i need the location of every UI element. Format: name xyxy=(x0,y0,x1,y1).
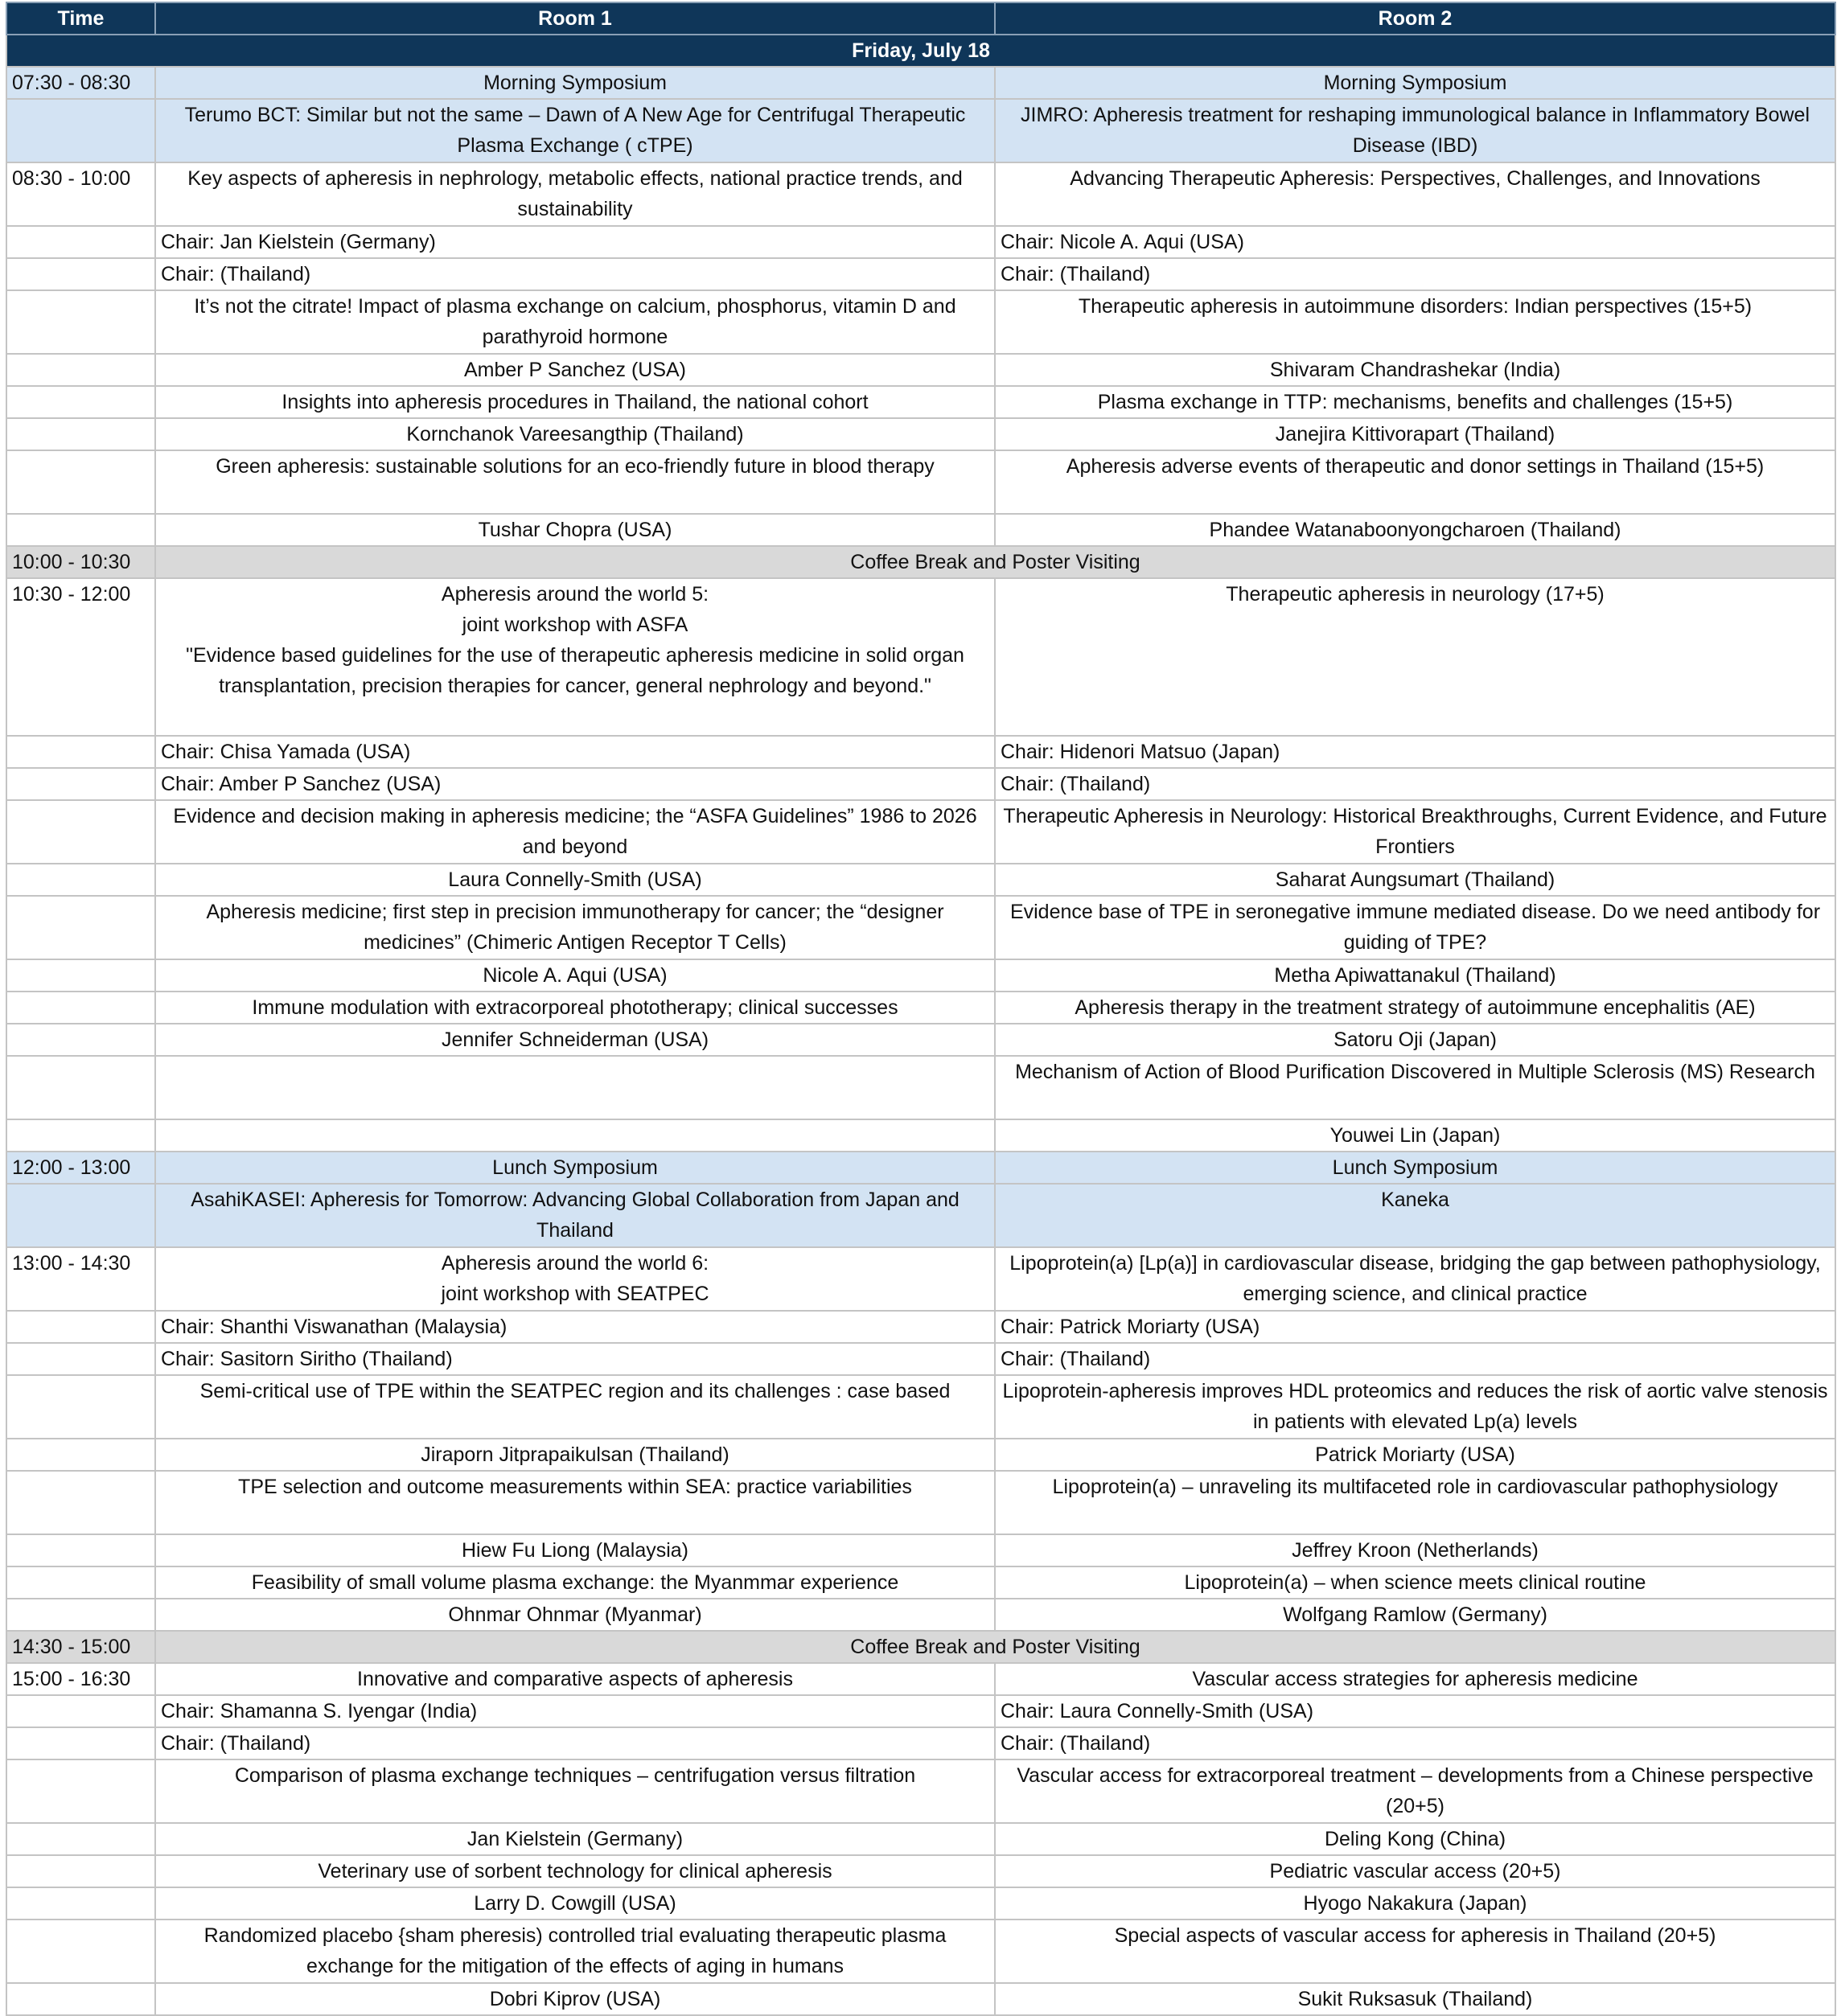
time-cell xyxy=(6,1823,155,1855)
room2-cell: Lipoprotein(a) – when science meets clinical routine xyxy=(995,1566,1835,1599)
schedule-row xyxy=(6,258,1835,290)
room2-cell: Saharat Aungsumart (Thailand) xyxy=(995,864,1835,896)
time-cell xyxy=(6,514,155,546)
break-row xyxy=(6,546,1835,578)
schedule-row xyxy=(6,1152,1835,1184)
schedule-row xyxy=(6,1119,1835,1152)
time-cell xyxy=(6,1024,155,1056)
schedule-row xyxy=(6,1727,1835,1759)
room2-cell: Apheresis therapy in the treatment strategy of autoimmune encephalitis (AE) xyxy=(995,992,1835,1024)
schedule-row xyxy=(6,1184,1835,1247)
room2-cell: Chair: Patrick Moriarty (USA) xyxy=(995,1311,1835,1343)
room1-cell: Key aspects of apheresis in nephrology, metabolic effects, national practice trends, and sustainability xyxy=(155,162,995,226)
room2-cell: Therapeutic Apheresis in Neurology: Historical Breakthroughs, Current Evidence, and Future Frontiers xyxy=(995,800,1835,864)
time-cell xyxy=(6,1439,155,1471)
schedule-row xyxy=(6,162,1835,226)
room1-cell: Dobri Kiprov (USA) xyxy=(155,1983,995,2015)
room2-cell: Wolfgang Ramlow (Germany) xyxy=(995,1599,1835,1631)
room1-line: joint workshop with SEATPEC xyxy=(441,1283,709,1305)
room1-column-header: Room 1 xyxy=(155,2,995,35)
schedule-row xyxy=(6,514,1835,546)
room2-cell: Lipoprotein(a) [Lp(a)] in cardiovascular disease, bridging the gap between pathophysiology, emerging science, and clinical practice xyxy=(995,1247,1835,1311)
schedule-row xyxy=(6,99,1835,162)
room1-cell: Chair: Jan Kielstein (Germany) xyxy=(155,226,995,258)
time-cell xyxy=(6,768,155,800)
room1-cell: Chair: Chisa Yamada (USA) xyxy=(155,736,995,768)
schedule-row xyxy=(6,1983,1835,2015)
room2-cell: Janejira Kittivorapart (Thailand) xyxy=(995,418,1835,450)
room2-cell: Chair: (Thailand) xyxy=(995,258,1835,290)
room1-cell: Jiraporn Jitprapaikulsan (Thailand) xyxy=(155,1439,995,1471)
schedule-row xyxy=(6,1024,1835,1056)
time-cell xyxy=(6,1471,155,1534)
time-cell xyxy=(6,226,155,258)
room1-cell: Morning Symposium xyxy=(155,67,995,99)
time-cell xyxy=(6,290,155,354)
schedule-row xyxy=(6,1887,1835,1920)
room2-cell: Kaneka xyxy=(995,1184,1835,1247)
schedule-row xyxy=(6,1855,1835,1887)
room2-cell: Apheresis adverse events of therapeutic and donor settings in Thailand (15+5) xyxy=(995,450,1835,514)
time-cell xyxy=(6,99,155,162)
time-cell xyxy=(6,896,155,959)
room2-cell: Pediatric vascular access (20+5) xyxy=(995,1855,1835,1887)
room1-cell: It’s not the citrate! Impact of plasma exchange on calcium, phosphorus, vitamin D and parathyroid hormone xyxy=(155,290,995,354)
time-cell xyxy=(6,800,155,864)
schedule-row xyxy=(6,800,1835,864)
room2-cell: Therapeutic apheresis in autoimmune disorders: Indian perspectives (15+5) xyxy=(995,290,1835,354)
time-cell xyxy=(6,864,155,896)
room2-cell: Sukit Ruksasuk (Thailand) xyxy=(995,1983,1835,2015)
room2-cell: Satoru Oji (Japan) xyxy=(995,1024,1835,1056)
room2-cell: Lipoprotein-apheresis improves HDL proteomics and reduces the risk of aortic valve stenosis in patients with elevated Lp(a) levels xyxy=(995,1375,1835,1439)
room1-cell: Apheresis medicine; first step in precision immunotherapy for cancer; the “designer medicines” (Chimeric Antigen Receptor T Cells) xyxy=(155,896,995,959)
schedule-row xyxy=(6,1343,1835,1375)
room2-cell: Chair: Hidenori Matsuo (Japan) xyxy=(995,736,1835,768)
room1-cell: Chair: Shamanna S. Iyengar (India) xyxy=(155,1695,995,1727)
time-cell: 12:00 - 13:00 xyxy=(6,1152,155,1184)
room1-cell: Immune modulation with extracorporeal phototherapy; clinical successes xyxy=(155,992,995,1024)
time-cell xyxy=(6,1534,155,1566)
time-column-header: Time xyxy=(6,2,155,35)
room1-cell: Semi-critical use of TPE within the SEATPEC region and its challenges : case based xyxy=(155,1375,995,1439)
schedule-row xyxy=(6,1566,1835,1599)
room1-line: Apheresis around the world 5: xyxy=(441,583,709,606)
day-heading: Friday, July 18 xyxy=(6,35,1835,67)
schedule-row xyxy=(6,1823,1835,1855)
schedule-row xyxy=(6,864,1835,896)
time-cell xyxy=(6,992,155,1024)
room2-cell: Vascular access for extracorporeal treatment – developments from a Chinese perspective (20+5) xyxy=(995,1759,1835,1823)
schedule-row xyxy=(6,1471,1835,1534)
room2-cell: Chair: (Thailand) xyxy=(995,1343,1835,1375)
room1-cell: Insights into apheresis procedures in Thailand, the national cohort xyxy=(155,386,995,418)
schedule-row xyxy=(6,1759,1835,1823)
room1-line: joint workshop with ASFA xyxy=(462,614,688,636)
time-cell xyxy=(6,450,155,514)
schedule-row xyxy=(6,67,1835,99)
room1-cell xyxy=(155,1119,995,1152)
time-cell xyxy=(6,1855,155,1887)
time-cell: 14:30 - 15:00 xyxy=(6,1631,155,1663)
room1-cell: Jennifer Schneiderman (USA) xyxy=(155,1024,995,1056)
schedule-row xyxy=(6,896,1835,959)
room1-cell: AsahiKASEI: Apheresis for Tomorrow: Advancing Global Collaboration from Japan and Thailand xyxy=(155,1184,995,1247)
room2-cell: Hyogo Nakakura (Japan) xyxy=(995,1887,1835,1920)
room1-cell: Chair: Amber P Sanchez (USA) xyxy=(155,768,995,800)
schedule-row xyxy=(6,1599,1835,1631)
room2-cell: Special aspects of vascular access for apheresis in Thailand (20+5) xyxy=(995,1920,1835,1983)
room1-cell: TPE selection and outcome measurements within SEA: practice variabilities xyxy=(155,1471,995,1534)
schedule-body xyxy=(6,35,1835,2015)
time-cell xyxy=(6,736,155,768)
schedule-row xyxy=(6,226,1835,258)
room1-cell: Lunch Symposium xyxy=(155,1152,995,1184)
room2-cell: Patrick Moriarty (USA) xyxy=(995,1439,1835,1471)
room1-cell: Chair: (Thailand) xyxy=(155,258,995,290)
room2-cell: Chair: Nicole A. Aqui (USA) xyxy=(995,226,1835,258)
room1-cell: Amber P Sanchez (USA) xyxy=(155,354,995,386)
schedule-row xyxy=(6,578,1835,736)
time-cell xyxy=(6,418,155,450)
room1-cell: Randomized placebo {sham pheresis) controlled trial evaluating therapeutic plasma exchange for the mitigation of the effects of aging in humans xyxy=(155,1920,995,1983)
time-cell: 08:30 - 10:00 xyxy=(6,162,155,226)
room2-cell: Chair: Laura Connelly-Smith (USA) xyxy=(995,1695,1835,1727)
schedule-row xyxy=(6,354,1835,386)
room2-cell: Plasma exchange in TTP: mechanisms, benefits and challenges (15+5) xyxy=(995,386,1835,418)
schedule-row xyxy=(6,386,1835,418)
room2-cell: Metha Apiwattanakul (Thailand) xyxy=(995,959,1835,992)
schedule-row xyxy=(6,1056,1835,1119)
break-row xyxy=(6,1631,1835,1663)
schedule-row xyxy=(6,992,1835,1024)
room2-cell: Phandee Watanaboonyongcharoen (Thailand) xyxy=(995,514,1835,546)
time-cell xyxy=(6,1311,155,1343)
room2-cell: Deling Kong (China) xyxy=(995,1823,1835,1855)
schedule-row xyxy=(6,768,1835,800)
room1-cell: Laura Connelly-Smith (USA) xyxy=(155,864,995,896)
time-cell xyxy=(6,1184,155,1247)
room2-cell: Jeffrey Kroon (Netherlands) xyxy=(995,1534,1835,1566)
schedule-row xyxy=(6,290,1835,354)
room1-cell xyxy=(155,1056,995,1119)
time-cell: 15:00 - 16:30 xyxy=(6,1663,155,1695)
time-cell: 07:30 - 08:30 xyxy=(6,67,155,99)
room1-cell: Veterinary use of sorbent technology for clinical apheresis xyxy=(155,1855,995,1887)
time-cell xyxy=(6,1727,155,1759)
room1-cell: Chair: Sasitorn Siritho (Thailand) xyxy=(155,1343,995,1375)
time-cell xyxy=(6,1887,155,1920)
room1-cell: Chair: (Thailand) xyxy=(155,1727,995,1759)
time-cell: 13:00 - 14:30 xyxy=(6,1247,155,1311)
room1-cell: Hiew Fu Liong (Malaysia) xyxy=(155,1534,995,1566)
room2-cell: Mechanism of Action of Blood Purification Discovered in Multiple Sclerosis (MS) Research xyxy=(995,1056,1835,1119)
room2-cell: Shivaram Chandrashekar (India) xyxy=(995,354,1835,386)
time-cell xyxy=(6,1759,155,1823)
room2-cell: Lipoprotein(a) – unraveling its multifaceted role in cardiovascular pathophysiology xyxy=(995,1471,1835,1534)
room1-line: "Evidence based guidelines for the use of therapeutic apheresis medicine in solid organ transplantation, precision therapies for cancer, general nephrology and beyond." xyxy=(186,644,964,697)
room1-cell xyxy=(155,1247,995,1311)
room1-cell: Ohnmar Ohnmar (Myanmar) xyxy=(155,1599,995,1631)
time-cell xyxy=(6,1119,155,1152)
room1-cell xyxy=(155,578,995,736)
room1-cell: Kornchanok Vareesangthip (Thailand) xyxy=(155,418,995,450)
time-cell xyxy=(6,1920,155,1983)
room1-cell: Terumo BCT: Similar but not the same – Dawn of A New Age for Centrifugal Therapeutic Plasma Exchange ( cTPE) xyxy=(155,99,995,162)
room1-cell: Chair: Shanthi Viswanathan (Malaysia) xyxy=(155,1311,995,1343)
break-label: Coffee Break and Poster Visiting xyxy=(155,1631,1835,1663)
room1-cell: Innovative and comparative aspects of apheresis xyxy=(155,1663,995,1695)
room2-column-header: Room 2 xyxy=(995,2,1835,35)
room2-cell: Advancing Therapeutic Apheresis: Perspectives, Challenges, and Innovations xyxy=(995,162,1835,226)
room1-line: Apheresis around the world 6: xyxy=(441,1252,709,1275)
room1-cell: Green apheresis: sustainable solutions for an eco-friendly future in blood therapy xyxy=(155,450,995,514)
room2-cell: Morning Symposium xyxy=(995,67,1835,99)
room1-cell: Feasibility of small volume plasma exchange: the Myanmmar experience xyxy=(155,1566,995,1599)
header-row xyxy=(6,2,1835,35)
time-cell xyxy=(6,1375,155,1439)
schedule-row xyxy=(6,1534,1835,1566)
schedule-row xyxy=(6,1439,1835,1471)
room2-cell: Vascular access strategies for apheresis medicine xyxy=(995,1663,1835,1695)
room2-cell: Chair: (Thailand) xyxy=(995,768,1835,800)
room1-cell: Tushar Chopra (USA) xyxy=(155,514,995,546)
day-row xyxy=(6,35,1835,67)
time-cell xyxy=(6,1599,155,1631)
time-cell: 10:00 - 10:30 xyxy=(6,546,155,578)
room2-cell: Therapeutic apheresis in neurology (17+5) xyxy=(995,578,1835,736)
room1-cell: Jan Kielstein (Germany) xyxy=(155,1823,995,1855)
time-cell xyxy=(6,1056,155,1119)
room2-cell: Chair: (Thailand) xyxy=(995,1727,1835,1759)
schedule-row xyxy=(6,418,1835,450)
schedule-row xyxy=(6,959,1835,992)
schedule-row xyxy=(6,1695,1835,1727)
break-label: Coffee Break and Poster Visiting xyxy=(155,546,1835,578)
time-cell xyxy=(6,354,155,386)
time-cell xyxy=(6,1983,155,2015)
room1-cell: Evidence and decision making in apheresis medicine; the “ASFA Guidelines” 1986 to 2026 and beyond xyxy=(155,800,995,864)
time-cell xyxy=(6,1695,155,1727)
time-cell xyxy=(6,258,155,290)
time-cell: 10:30 - 12:00 xyxy=(6,578,155,736)
room2-cell: Evidence base of TPE in seronegative immune mediated disease. Do we need antibody for guiding of TPE? xyxy=(995,896,1835,959)
time-cell xyxy=(6,386,155,418)
schedule-row xyxy=(6,736,1835,768)
room2-cell: JIMRO: Apheresis treatment for reshaping immunological balance in Inflammatory Bowel Disease (IBD) xyxy=(995,99,1835,162)
schedule-row xyxy=(6,1663,1835,1695)
schedule-row xyxy=(6,450,1835,514)
schedule-row xyxy=(6,1920,1835,1983)
room1-cell: Nicole A. Aqui (USA) xyxy=(155,959,995,992)
schedule-row xyxy=(6,1375,1835,1439)
room1-cell: Comparison of plasma exchange techniques – centrifugation versus filtration xyxy=(155,1759,995,1823)
room2-cell: Youwei Lin (Japan) xyxy=(995,1119,1835,1152)
schedule-table xyxy=(6,2,1836,2016)
time-cell xyxy=(6,1343,155,1375)
room1-cell: Larry D. Cowgill (USA) xyxy=(155,1887,995,1920)
room2-cell: Lunch Symposium xyxy=(995,1152,1835,1184)
schedule-row xyxy=(6,1311,1835,1343)
time-cell xyxy=(6,959,155,992)
time-cell xyxy=(6,1566,155,1599)
schedule-row xyxy=(6,1247,1835,1311)
